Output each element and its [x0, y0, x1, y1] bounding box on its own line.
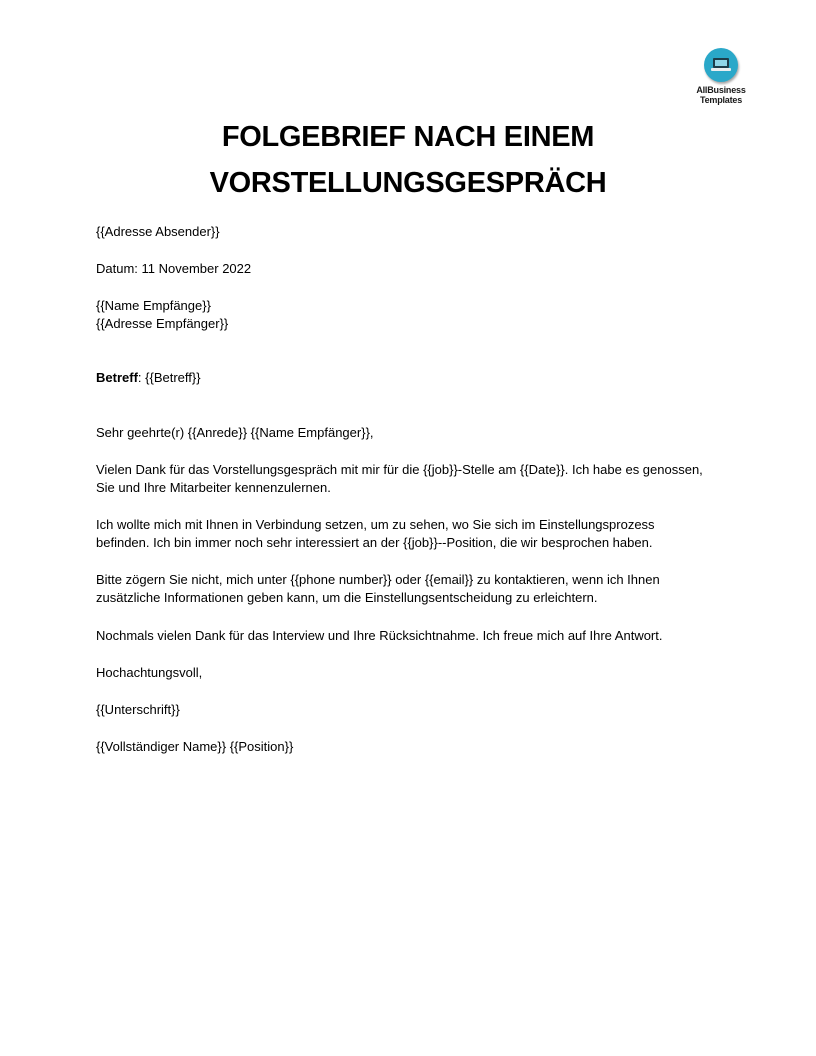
subject-line — [96, 369, 736, 387]
laptop-icon — [704, 48, 738, 82]
paragraph-3-line-1: Bitte zögern Sie nicht, mich unter {{phone number}} oder {{email}} zu kontaktieren, wenn ich Ihnen — [96, 572, 660, 587]
date-line: Datum: 11 November 2022 — [96, 261, 252, 276]
logo-text — [690, 85, 752, 105]
paragraph-1-line-1: Vielen Dank für das Vorstellungsgespräch mit mir für die {{job}}-Stelle am {{Date}}. Ich habe es genossen, — [96, 462, 703, 477]
allbusiness-templates-logo — [690, 48, 752, 105]
paragraph-3-line-2: zusätzliche Informationen geben kann, um die Einstellungsentscheidung zu erleichtern. — [96, 590, 598, 605]
paragraph-2-line-1: Ich wollte mich mit Ihnen in Verbindung setzen, um zu sehen, wo Sie sich im Einstellungsprozess — [96, 517, 655, 532]
signature-placeholder: {{Unterschrift}} — [96, 702, 180, 717]
full-name-position: {{Vollständiger Name}} {{Position}} — [96, 739, 294, 754]
salutation: Sehr geehrte(r) {{Anrede}} {{Name Empfänger}}, — [96, 425, 374, 440]
title-line-2: VORSTELLUNGSGESPRÄCH — [209, 167, 607, 199]
closing: Hochachtungsvoll, — [96, 665, 203, 680]
paragraph-1-line-2: Sie und Ihre Mitarbeiter kennenzulernen. — [96, 480, 331, 495]
sender-address: {{Adresse Absender}} — [96, 224, 220, 239]
recipient-address: {{Adresse Empfänger}} — [96, 316, 229, 331]
subject-value: : {{Betreff}} — [137, 370, 201, 385]
subject-label: Betreff — [96, 370, 138, 385]
logo-line-1: AllBusiness — [696, 85, 746, 95]
recipient-name: {{Name Empfänge}} — [96, 298, 211, 313]
paragraph-2-line-2: befinden. Ich bin immer noch sehr interessiert an der {{job}}--Position, die wir besprochen haben. — [96, 535, 653, 550]
paragraph-4-line-1: Nochmals vielen Dank für das Interview und Ihre Rücksichtnahme. Ich freue mich auf Ihre Antwort. — [96, 628, 663, 643]
logo-line-2: Templates — [699, 95, 743, 105]
title-line-1: FOLGEBRIEF NACH EINEM — [221, 121, 595, 153]
document-title — [96, 114, 720, 206]
